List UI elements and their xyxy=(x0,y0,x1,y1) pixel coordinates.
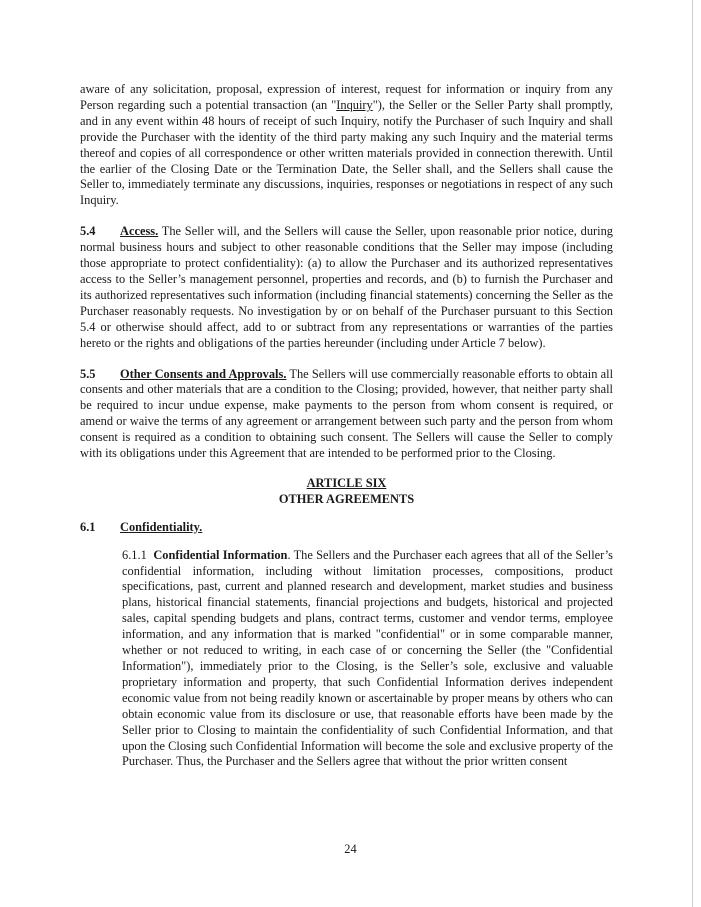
section-6-1-1 xyxy=(122,548,613,771)
subsection-number: 6.1.1 xyxy=(122,547,147,562)
inquiry-term: Inquiry xyxy=(336,97,373,112)
subsection-body: . The Sellers and the Purchaser each agrees that all of the Seller’s confidential information, including without limitation processes, compositions, product specifications, past, current and planned research and development, market studies and business plans, historical financial statements, financial projections and budgets, historical and projected sales, capital spending budgets and plans, contract terms, customer and vendor terms, employee information, and any information that is marked "confidential" or in some comparable manner, whether or not reduced to writing, in each case of or concerning the Seller (the "Confidential Information"), immediately prior to the Closing, is the Seller’s sole, exclusive and valuable proprietary information and property, that such Confidential Information derives independent economic value from not being readily known or ascertainable by proper means by others who can obtain economic value from its disclosure or use, that reasonable efforts have been made by the Seller prior to Closing to maintain the confidentiality of such Confidential Information, and that upon the Closing such Confidential Information will become the sole and exclusive property of the Purchaser. Thus, the Purchaser and the Sellers agree that without the prior written consent xyxy=(122,547,613,769)
section-body: The Sellers will use commercially reasonable efforts to obtain all consents and other materials that are a condition to the Closing; provided, however, that neither party shall be required to incur undue expense, make payments to the person from whom consent is required, or amend or waive the terms of any agreement or arrangement between such party and the person from whom consent is required as a condition to obtaining such consent. The Sellers will cause the Seller to comply with its obligations under this Agreement that are intended to be performed prior to the Closing. xyxy=(80,366,614,461)
page-edge-line xyxy=(692,0,693,907)
section-heading: Access. xyxy=(120,224,159,239)
subsection-heading: Confidential Information xyxy=(153,547,288,562)
section-5-4 xyxy=(80,224,613,351)
section-5-5 xyxy=(80,367,613,462)
document-body xyxy=(80,82,613,770)
paragraph-inquiry: aware of any solicitation, proposal, expression of interest, request for information or inquiry from any Person regarding such a potential transaction (an "Inquiry"), the Seller or the Seller Party shall promptly, and in any event within 48 hours of receipt of such Inquiry, notify the Purchaser of such Inquiry and shall provide the Purchaser with the identity of the third party making any such Inquiry and the material terms thereof and copies of all correspondence or other written materials provided in connection therewith. Until the earlier of the Closing Date or the Termination Date, the Seller shall, and the Sellers shall cause the Seller to, immediately terminate any discussions, inquiries, responses or negotiations in respect of any such Inquiry. xyxy=(80,82,613,208)
section-number: 5.4 xyxy=(80,224,96,239)
article-number: ARTICLE SIX xyxy=(306,475,387,490)
section-6-1 xyxy=(80,520,613,536)
section-body: The Seller will, and the Sellers will cause the Seller, upon reasonable prior notice, during normal business hours and subject to other reasonable conditions that the Seller may impose (including those appropriate to protect confidentiality): (a) to allow the Purchaser and its authorized representatives access to the Seller’s management personnel, properties and records, and (b) to furnish the Purchaser and its authorized representatives such information (including financial statements) concerning the Seller as the Purchaser reasonably requests. No investigation by or on behalf of the Purchaser pursuant to this Section 5.4 or otherwise should affect, add to or subtract from any representations or warranties of the parties hereto or the rights and obligations of the parties hereunder (including under Article 7 below). xyxy=(80,224,613,350)
article-title: OTHER AGREEMENTS xyxy=(278,491,415,506)
section-heading: Confidentiality. xyxy=(120,519,203,534)
section-number: 6.1 xyxy=(80,519,96,534)
section-heading: Other Consents and Approvals. xyxy=(120,366,287,381)
section-number: 5.5 xyxy=(80,366,96,381)
article-heading xyxy=(80,476,613,508)
page-number: 24 xyxy=(344,842,357,856)
